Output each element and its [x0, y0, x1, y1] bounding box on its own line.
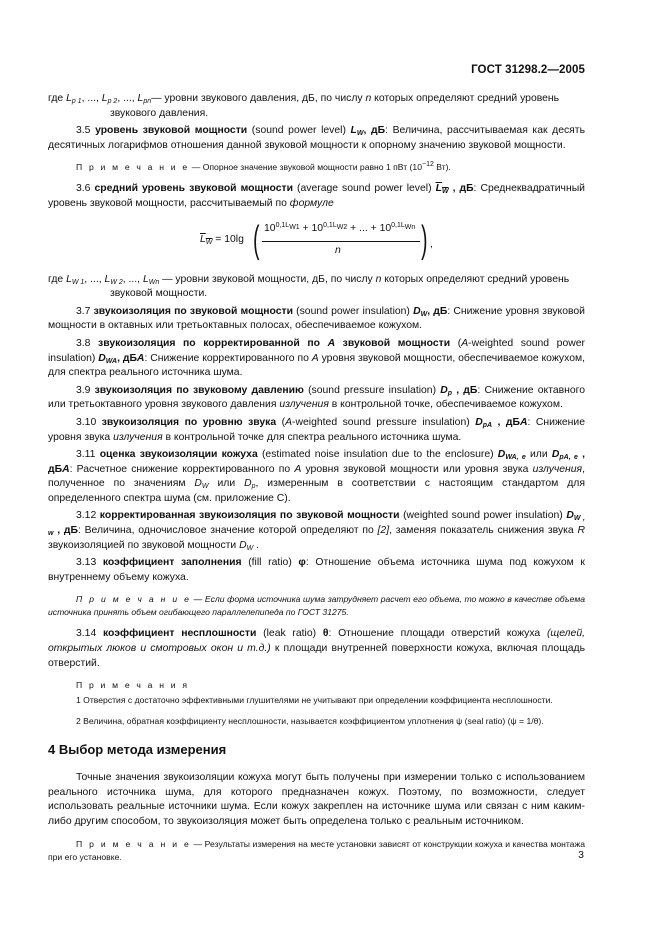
where-clause-power-cont: звуковой мощности. — [110, 288, 208, 300]
clause-3-11: 3.11 оценка звукоизоляции кожуха (estimated noise insulation due to the enclosure) $D_{WA, e}$ или $D_{pA, e}$ , дБА: Расчетное снижение корректированного по А уровня звуковой мощности или уровня звука излучения, полученное по значениям $D_W$ или $D_p$, измеренным в соответствии с настоящим стандартом для определенного спектра шума (см. приложение С). — [48, 449, 585, 504]
page-number: 3 — [578, 849, 584, 861]
clause-3-13: 3.13 коэффициент заполнения (fill ratio) φ: Отношение объема источника шума под кожухом к внутреннему объему кожуха. — [48, 557, 585, 583]
formula-paren-left: ( — [253, 218, 260, 261]
formula-paren-right: ) — [421, 218, 428, 261]
clause-3-14: 3.14 коэффициент несплошности (leak ratio) θ: Отношение площади отверстий кожуха (щелей, открытых люков и смотровых окон и т.д.) к площади внутренней поверхности кожуха, включая площадь отверстий. — [48, 628, 585, 669]
clause-3-9: 3.9 звукоизоляция по звуковому давлению (sound pressure insulation) $D_p$ , дБ: Снижение октавного или третьоктавного уровня звукового давления излучения в контрольной точке, обеспечиваемое кожухом. — [48, 384, 585, 411]
note-reference-power: П р и м е ч а н и е — Опорное значение звуковой мощности равно 1 пВт ($10^{-12}$ Вт). — [76, 161, 451, 173]
clause-3-12: 3.12 корректированная звукоизоляция по звуковой мощности (weighted sound power insulation) $D_{W , w}$ , дБ: Величина, одночисловое значение которой определяют по [2], заменяя показатель снижения звука R звукоизоляцией по звуковой мощности $D_W$ . — [48, 510, 585, 552]
formula-average-power — [48, 215, 585, 267]
notes-label: П р и м е ч а н и я — [76, 680, 190, 691]
section-4-title: 4 Выбор метода измерения — [48, 742, 227, 758]
note-installation: П р и м е ч а н и е — Результаты измерения на месте установки зависят от конструкции кожуха и качества монтажа при его установке. — [48, 838, 585, 862]
where-clause-pressure-cont: звукового давления. — [110, 107, 209, 119]
formula-lhs: $L_W = 10\lg$ — [200, 233, 244, 246]
standard-header: ГОСТ 31298.2—2005 — [471, 64, 585, 76]
formula-denominator: n — [335, 244, 341, 256]
note-item-2: 2 Величина, обратная коэффициенту несплошности, называется коэффициентом уплотнения ψ (seal ratio) (ψ = 1/θ). — [76, 716, 544, 727]
where-clause-pressure: где $L_{p 1}$, ..., $L_{p 2}$, ..., $L_{pn}—$ уровни звукового давления, дБ, по числу n которых определяют средний уровень — [48, 93, 560, 105]
where-clause-power: где $L_{W 1}$, ..., $L_{W 2}$, ..., $L_{Wn}$ — уровни звуковой мощности, дБ, по числу n которых определяют средний уровень — [48, 273, 570, 286]
clause-3-5: 3.5 уровень звуковой мощности (sound power level) $L_W$, дБ: Величина, рассчитываемая как десять десятичных логарифмов отношения данной звуковой мощности к опорному значению звуковой мощности. — [48, 125, 585, 151]
note-item-1: 1 Отверстия с достаточно эффективными глушителями не учитывают при определении коэффициента несплошности. — [76, 695, 553, 706]
clause-3-7: 3.7 звукоизоляция по звуковой мощности (sound power insulation) $D_W$, дБ: Снижение уровня звуковой мощности в октавных или третьоктавных полосах, обеспечиваемое кожухом. — [48, 305, 585, 332]
document-body — [48, 92, 585, 872]
section-4-paragraph: Точные значения звукоизоляции кожуха могут быть получены при измерении только с использованием реального источника шума, для которого предназначен кожух. Поэтому, по возможности, следует использовать реальные источники шума. Если кожух закреплен на источнике шума или связан с ним каким-либо другим способом, то звукоизоляция может быть определена только с реальным источником. — [48, 772, 585, 827]
formula-fraction-bar — [262, 241, 420, 242]
formula-numerator: $10^{0,1L_{W1}} + 10^{0,1L_{W2}}$ + ... + $10^{0,1L_{Wn}}$ — [264, 221, 416, 234]
clause-3-8: 3.8 звукоизоляция по корректированной по А звуковой мощности (A-weighted sound power insulation) $D_{WA}$, дБА: Снижение корректированного по А уровня звуковой мощности, обеспечиваемое кожухом, для спектра реального источника шума. — [48, 337, 585, 379]
clause-3-10: 3.10 звукоизоляция по уровню звука (A-weighted sound pressure insulation) $D_{pA}$ , дБА: Снижение уровня звука излучения в контрольной точке для спектра реального источника шума. — [48, 416, 585, 443]
note-source-volume: П р и м е ч а н и е — Если форма источника шума затрудняет расчет его объема, то можно в качестве объема источника принять объем огибающего параллелепипеда по ГОСТ 31275. — [48, 594, 585, 618]
formula-tail: , — [430, 238, 433, 250]
clause-3-6: 3.6 средний уровень звуковой мощности (average sound power level) $L_W$ , дБ: Среднеквадратичный уровень звуковой мощности, рассчитываемый по формуле — [48, 183, 585, 209]
